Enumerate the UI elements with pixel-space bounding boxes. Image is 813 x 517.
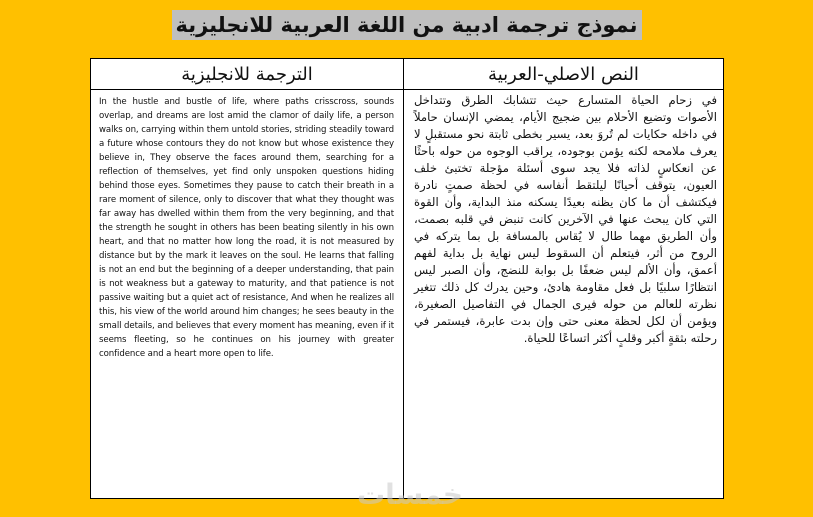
header-arabic-original: النص الاصلي-العربية (404, 59, 724, 90)
english-cell (91, 90, 404, 499)
table-content-row (91, 90, 724, 499)
table-header-row (91, 59, 724, 90)
arabic-cell (404, 90, 724, 499)
header-english-translation: الترجمة للانجليزية (91, 59, 404, 90)
title-container (0, 10, 813, 40)
page-title: نموذج ترجمة ادبية من اللغة العربية للانجليزية (172, 10, 642, 40)
watermark-logo: خمسات (357, 478, 464, 511)
english-translation-text: In the hustle and bustle of life, where paths crisscross, sounds overlap, and dreams are lost amid the clamor of daily life, a person walks on, carrying within them untold stories, striding steadily toward a future whose contours they do not know but whose existence they believe in, They observe the faces around them, searching for a reflection of themselves, yet find only unspoken questions hiding behind those eyes. Sometimes they pause to catch their breath in a rare moment of silence, only to discover that what they thought was far away has dwelled within them from the very beginning, and that the strength he sought in others has been beating silently in his own heart, and that no matter how long the road, it is not measured by distance but by the mark it leaves on the soul. He learns that falling is not an end but the beginning of a deeper understanding, that pain is not weakness but a gateway to maturity, and that patience is not passive waiting but a quiet act of resistance, And when he realizes all this, his view of the world around him changes; he sees beauty in the small details, and believes that every moment has meaning, even if it seems fleeting, so he continues on his journey with greater confidence and a heart more open to life. (99, 97, 394, 359)
translation-table (90, 58, 724, 499)
arabic-original-text: في زحام الحياة المتسارع حيث تتشابك الطرق وتتداخل الأصوات وتضيع الأحلام بين ضجيج الأيام، يمضي الإنسان حاملاً في داخله حكايات لم تُروَ بعد، يسير بخطى ثابتة نحو مستقبلٍ لا يعرف ملامحه لكنه يؤمن بوجوده، يراقب الوجوه من حوله باحثًا عن انعكاسٍ لذاته فلا يجد سوى أسئلة مؤجلة تختبئ خلف العيون، يتوقف أحيانًا ليلتقط أنفاسه في لحظة صمتٍ نادرة فيكتشف أن ما كان يظنه بعيدًا يسكنه منذ البداية، وأن القوة التي كان يبحث عنها في الآخرين كانت تنبض في قلبه بصمت، وأن الطريق مهما طال لا يُقاس بالمسافة بل بما يتركه في الروح من أثر، فيتعلم أن السقوط ليس نهاية بل بداية لفهم أعمق، وأن الألم ليس ضعفًا بل بوابة للنضج، وأن الصبر ليس انتظارًا سلبيًا بل فعل مقاومة هادئ، وحين يدرك كل ذلك تتغير نظرته للعالم من حوله فيرى الجمال في التفاصيل الصغيرة، ويؤمن أن لكل لحظة معنى حتى وإن بدت عابرة، فيستمر في رحلته بثقةٍ أكبر وقلبٍ أكثر اتساعًا للحياة. (414, 93, 717, 345)
